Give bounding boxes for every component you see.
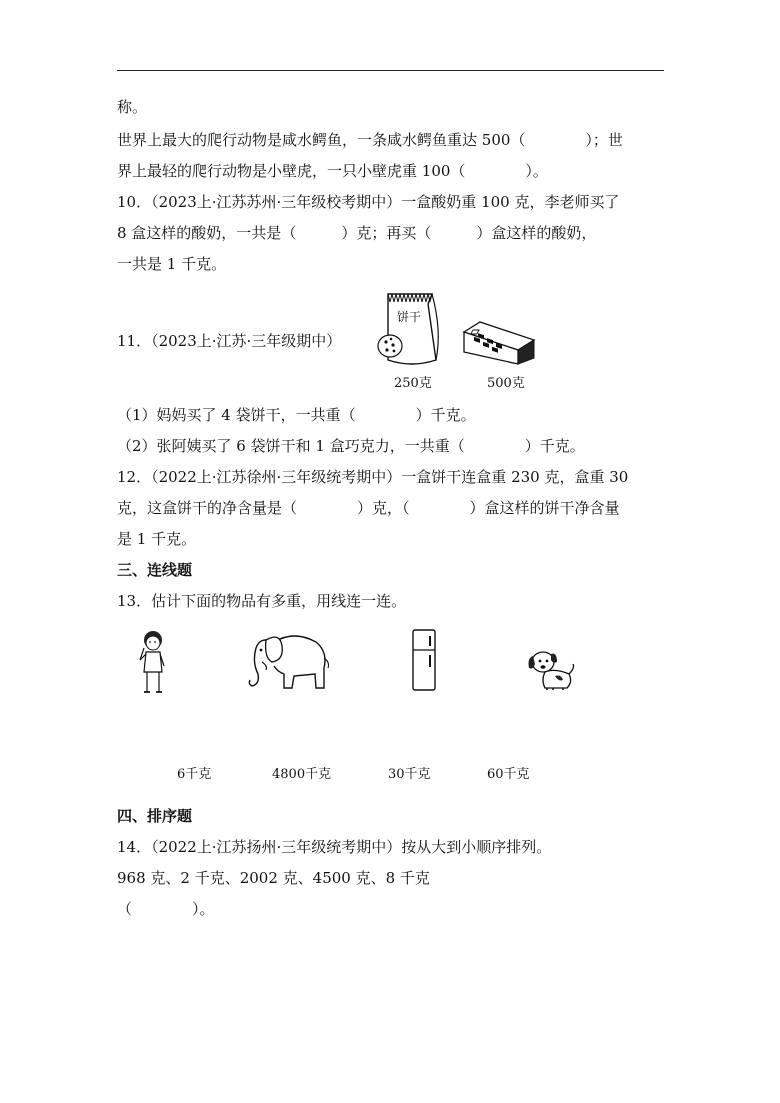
elephant-image	[244, 628, 330, 692]
question-11-part1: （1）妈妈买了 4 袋饼干，一共重（ ）千克。	[117, 406, 476, 424]
chocolate-box-image	[462, 318, 536, 366]
fridge-image	[410, 628, 438, 692]
biscuit-bag-image	[372, 290, 444, 370]
text-line: 一共是 1 千克。	[117, 255, 227, 273]
girl-image	[134, 630, 170, 696]
section-heading-4: 四、排序题	[117, 807, 193, 825]
weight-option: 6千克	[177, 767, 212, 782]
question-11: 11．（2023上·江苏·三年级期中）	[117, 332, 342, 350]
header-rule	[117, 70, 664, 71]
section-heading-3: 三、连线题	[117, 561, 193, 579]
biscuit-label: 饼干	[397, 310, 422, 324]
question-12: 12．（2022上·江苏徐州·三年级统考期中）一盒饼干连盒重 230 克，盒重 30	[117, 468, 629, 486]
question-10: 10．（2023上·江苏苏州·三年级校考期中）一盒酸奶重 100 克，李老师买了	[117, 193, 620, 211]
text-line: 968 克、2 千克、2002 克、4500 克、8 千克	[117, 869, 430, 887]
text-line: 克，这盒饼干的净含量是（ ）克，（ ）盒这样的饼干净含量	[117, 499, 620, 517]
text-line: 世界上最大的爬行动物是咸水鳄鱼，一条咸水鳄鱼重达 500（ ）；世	[117, 131, 623, 149]
weight-option: 30千克	[388, 767, 431, 782]
text-line: 界上最轻的爬行动物是小壁虎，一只小壁虎重 100（ ）。	[117, 162, 548, 180]
weight-option: 60千克	[487, 767, 530, 782]
answer-blank: （ ）。	[117, 900, 215, 918]
question-11-part2: （2）张阿姨买了 6 袋饼干和 1 盒巧克力，一共重（ ）千克。	[117, 437, 585, 455]
chocolate-weight: 500克	[487, 376, 525, 391]
text-line: 是 1 千克。	[117, 530, 197, 548]
text-line: 称。	[117, 98, 148, 116]
question-13: 13．估计下面的物品有多重，用线连一连。	[117, 592, 407, 610]
dog-image	[525, 648, 577, 692]
question-14: 14．（2022上·江苏扬州·三年级统考期中）按从大到小顺序排列。	[117, 838, 552, 856]
text-line: 8 盒这样的酸奶，一共是（ ）克；再买（ ）盒这样的酸奶，	[117, 224, 597, 242]
weight-option: 4800千克	[272, 767, 332, 782]
biscuit-weight: 250克	[394, 376, 432, 391]
